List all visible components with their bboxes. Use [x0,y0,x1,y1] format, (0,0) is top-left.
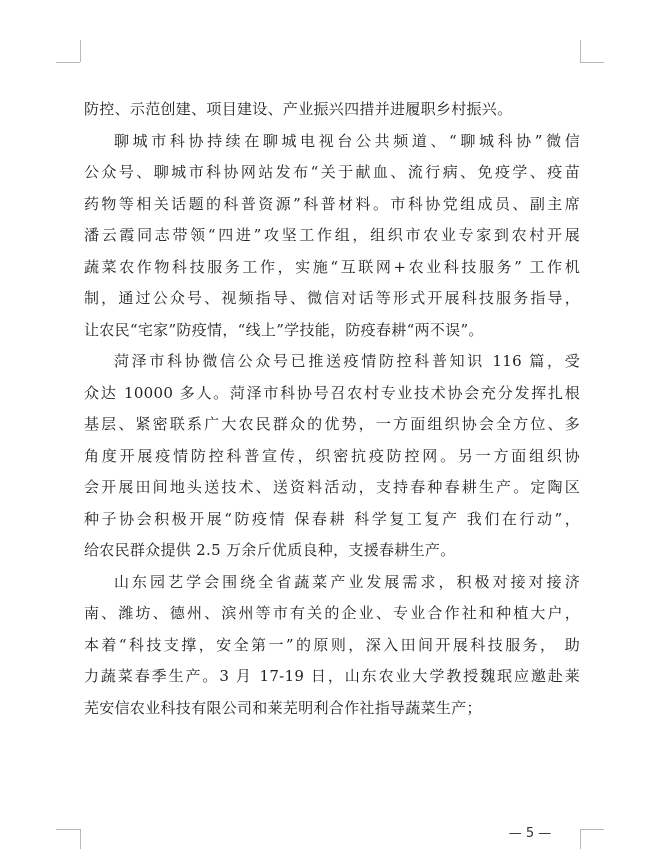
text-line: 角度开展疫情防控科普宣传，织密抗疫防控网。另一方面组织协 [84,446,580,465]
crop-mark-bottom-right [580,829,604,830]
document-body [84,94,580,724]
text-line: 山东园艺学会围绕全省蔬菜产业发展需求，积极对接对接济 [114,572,580,591]
text-line: 南、潍坊、德州、滨州等市有关的企业、专业合作社和种植大户， [84,604,580,622]
crop-mark-bottom-left [56,829,80,830]
text-line: 菏泽市科协微信公众号已推送疫情防控科普知识 116 篇，受 [114,352,580,370]
crop-mark-bottom-right [580,829,581,849]
text-line: 力蔬菜春季生产。3 月 17-19 日，山东农业大学教授魏珉应邀赴莱 [84,667,580,685]
text-line: 药物等相关话题的科普资源”科普材料。市科协党组成员、副主席 [84,194,580,213]
text-line: 基层、紧密联系广大农民群众的优势，一方面组织协会全方位、多 [84,415,580,433]
crop-mark-top-right [580,40,581,62]
text-line: 会开展田间地头送技术、送资料活动，支持春种春耕生产。定陶区 [84,478,580,496]
crop-mark-top-left [80,40,81,62]
page-number: — 5 — [508,826,552,841]
crop-mark-top-left [56,62,80,63]
text-line: 给农民群众提供 2.5 万余斤优质良种，支援春耕生产。 [84,541,456,559]
text-line: 让农民“宅家”防疫情，“线上”学技能，防疫春耕“两不误”。 [84,320,484,339]
text-line: 潘云霞同志带领“四进”攻坚工作组，组织市农业专家到农村开展 [84,226,580,244]
text-line: 蔬菜农作物科技服务工作，实施“互联网+农业科技服务” 工作机 [84,257,580,276]
text-line: 本着“科技支撑，安全第一”的原则，深入田间开展科技服务， 助 [84,635,580,654]
text-line: 芜安信农业科技有限公司和莱芜明利合作社指导蔬菜生产； [84,698,482,717]
text-line: 聊城市科协持续在聊城电视台公共频道、“聊城科协”微信 [114,131,580,150]
crop-mark-bottom-left [80,829,81,849]
crop-mark-top-right [580,62,604,63]
text-line: 种子协会积极开展“防疫情 保春耕 科学复工复产 我们在行动”， [84,509,580,528]
text-line: 制，通过公众号、视频指导、微信对话等形式开展科技服务指导， [84,289,580,307]
text-line: 众达 10000 多人。菏泽市科协号召农村专业技术协会充分发挥扎根 [84,383,580,402]
text-line: 公众号、聊城市科协网站发布“关于献血、流行病、免疫学、疫苗 [84,163,580,181]
text-line: 防控、示范创建、项目建设、产业振兴四措并进履职乡村振兴。 [84,100,513,118]
